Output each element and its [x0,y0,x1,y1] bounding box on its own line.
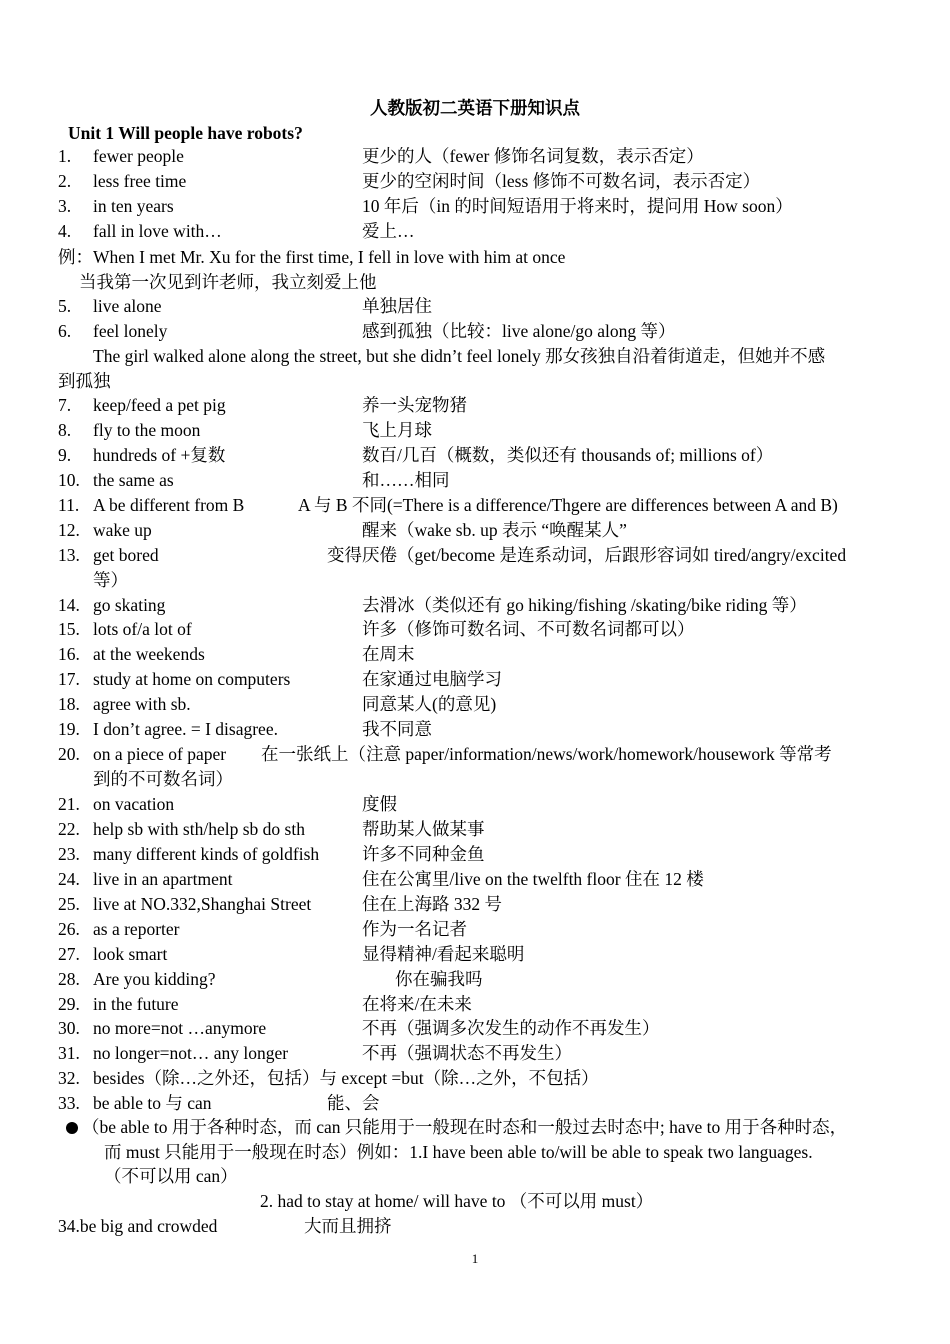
item-chinese: 爱上… [362,221,415,241]
item-english: in the future [93,994,179,1014]
item-chinese: 在家通过电脑学习 [362,669,502,689]
item-number: 2. [58,171,72,191]
item-chinese: 你在骗我吗 [395,969,483,989]
item-english: help sb with sth/help sb do sth [93,819,305,839]
item-english: wake up [93,520,152,540]
item-chinese: 许多不同种金鱼 [362,844,485,864]
item-english: lots of/a lot of [93,619,192,639]
item-number: 25. [58,894,80,914]
item-number: 31. [58,1043,80,1063]
item-english: be able to 与 can [93,1093,212,1113]
item-english: many different kinds of goldfish [93,844,320,864]
item-chinese: 飞上月球 [362,420,432,440]
item-chinese: 变得厌倦（get/become 是连系动词，后跟形容词如 tired/angry/excited [327,545,847,565]
item-number: 32. [58,1068,80,1088]
item-chinese-continued: 到的不可数名词） [93,769,233,789]
item-number: 28. [58,969,80,989]
item-english: fall in love with… [93,221,222,241]
item-chinese: 度假 [362,794,397,814]
item-english: as a reporter [93,919,180,939]
item-chinese: 10 年后（in 的时间短语用于将来时，提问用 How soon） [362,196,793,216]
item-english: hundreds of +复数 [93,445,226,465]
example-6-line1: The girl walked alone along the street, but she didn’t feel lonely 那女孩独自沿着街道走，但她并不感 [93,346,826,366]
item-number: 16. [58,644,80,664]
item-english: Are you kidding? [93,969,216,989]
example-6-line2: 到孤独 [58,371,111,391]
item-chinese: 单独居住 [362,296,432,316]
item-chinese: 更少的人（fewer 修饰名词复数，表示否定） [362,146,704,166]
item-number: 14. [58,595,80,615]
item-number: 13. [58,545,80,565]
item-english: A be different from B [93,495,245,515]
page-title: 人教版初二英语下册知识点 [370,98,580,118]
item-english: agree with sb. [93,694,191,714]
item-number: 4. [58,221,72,241]
item-chinese: 数百/几百（概数，类似还有 thousands of; millions of） [362,445,774,465]
item-chinese: 住在公寓里/live on the twelfth floor 住在 12 楼 [362,869,704,889]
item-number: 33. [58,1093,80,1113]
item-chinese: 显得精神/看起来聪明 [362,944,525,964]
item-number: 23. [58,844,80,864]
item-english: keep/feed a pet pig [93,395,226,415]
item-english: feel lonely [93,321,168,341]
note-33-line3: （不可以用 can） [104,1166,238,1186]
item-number: 7. [58,395,72,415]
item-number: 10. [58,470,80,490]
item-english: in ten years [93,196,174,216]
item-chinese: 去滑冰（类似还有 go hiking/fishing /skating/bike riding 等） [362,595,807,615]
item-chinese: 不再（强调状态不再发生） [362,1043,572,1063]
example-4-zh: 当我第一次见到许老师，我立刻爱上他 [79,272,377,292]
page-number: 1 [471,1251,479,1266]
item-english: the same as [93,470,174,490]
item-number: 29. [58,994,80,1014]
item-english: on a piece of paper [93,744,227,764]
item-chinese: 在一张纸上（注意 paper/information/news/work/homework/housework 等常考 [261,744,832,764]
item-number: 8. [58,420,72,440]
item-number: 17. [58,669,80,689]
unit-heading: Unit 1 Will people have robots? [68,123,303,143]
item-chinese: 住在上海路 332 号 [362,894,502,914]
item-english: no more=not …anymore [93,1018,267,1038]
item-34-en: 34.be big and crowded [58,1216,218,1236]
note-33-line1: （be able to 用于各种时态，而 can 只能用于一般现在时态和一般过去时态中; have to 用于各种时态， [82,1117,848,1137]
item-number: 24. [58,869,80,889]
item-number: 19. [58,719,80,739]
note-33-line2: 而 must 只能用于一般现在时态）例如：1.I have been able to/will be able to speak two languages. [104,1142,813,1162]
item-chinese: 我不同意 [362,719,432,739]
item-chinese: 许多（修饰可数名词、不可数名词都可以） [362,619,695,639]
item-number: 1. [58,146,72,166]
item-english: live at NO.332,Shanghai Street [93,894,312,914]
item-number: 21. [58,794,80,814]
item-english: besides（除…之外还，包括）与 except =but（除…之外，不包括） [93,1068,599,1088]
item-number: 12. [58,520,80,540]
item-english: no longer=not… any longer [93,1043,289,1063]
bullet-icon [66,1122,78,1134]
item-number: 26. [58,919,80,939]
item-number: 18. [58,694,80,714]
item-number: 6. [58,321,72,341]
example-4-en: 例：When I met Mr. Xu for the first time, I fell in love with him at once [58,247,566,267]
item-english: at the weekends [93,644,205,664]
note-33-line4: 2. had to stay at home/ will have to （不可以用 must） [260,1191,654,1211]
item-chinese: 在将来/在未来 [362,994,472,1014]
item-number: 27. [58,944,80,964]
item-english: study at home on computers [93,669,291,689]
item-english: live alone [93,296,162,316]
item-34-zh: 大而且拥挤 [304,1216,392,1236]
item-chinese: 养一头宠物猪 [362,395,467,415]
item-number: 15. [58,619,80,639]
item-chinese: 同意某人(的意见) [362,694,497,714]
item-number: 20. [58,744,80,764]
item-english: on vacation [93,794,175,814]
item-chinese: 帮助某人做某事 [362,819,485,839]
item-english: fewer people [93,146,184,166]
item-chinese: 能、会 [327,1093,380,1113]
item-english: live in an apartment [93,869,233,889]
item-number: 5. [58,296,72,316]
item-english: fly to the moon [93,420,201,440]
item-chinese: A 与 B 不同(=There is a difference/Thgere are differences between A and B) [298,495,838,515]
item-number: 11. [58,495,80,515]
item-number: 9. [58,445,72,465]
item-chinese: 和……相同 [362,470,450,490]
item-number: 22. [58,819,80,839]
item-english: get bored [93,545,159,565]
item-english: less free time [93,171,187,191]
item-chinese: 更少的空闲时间（less 修饰不可数名词，表示否定） [362,171,761,191]
item-chinese: 作为一名记者 [362,919,467,939]
item-chinese-continued: 等） [93,570,128,590]
item-chinese: 感到孤独（比较：live alone/go along 等） [362,321,676,341]
item-english: look smart [93,944,168,964]
item-english: go skating [93,595,166,615]
item-chinese: 在周末 [362,644,415,664]
item-number: 30. [58,1018,80,1038]
item-number: 3. [58,196,72,216]
item-english: I don’t agree. = I disagree. [93,719,278,739]
item-chinese: 醒来（wake sb. up 表示 “唤醒某人” [362,520,627,540]
item-chinese: 不再（强调多次发生的动作不再发生） [362,1018,660,1038]
